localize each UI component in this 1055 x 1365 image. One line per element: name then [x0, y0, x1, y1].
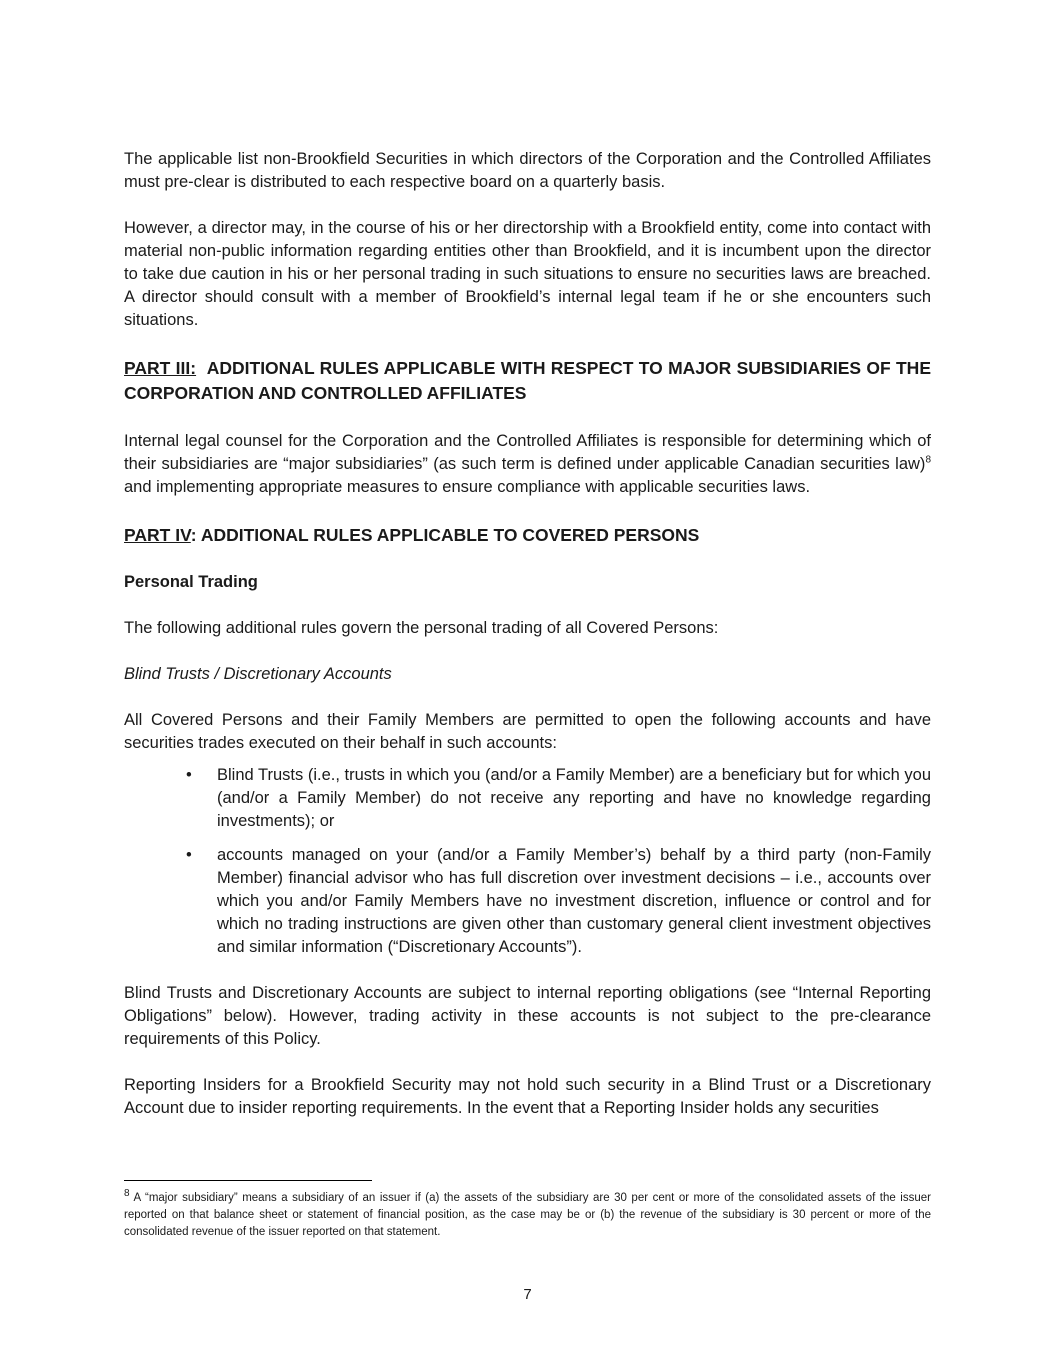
footnote-text: A “major subsidiary” means a subsidiary of an issuer if (a) the assets of the subsidiary are 30 per cent or more of the consolidated assets of the issuer reported on that balance sheet or statement of financial position, as the case may be or (b) the revenue of the subsidiary is 30 percent or more of the consolidated revenue of the issuer reported on that statement.	[124, 1192, 931, 1238]
paragraph-reporting-obligations: Blind Trusts and Discretionary Accounts are subject to internal reporting obligations (see “Internal Reporting Obligations” below). However, trading activity in these accounts is not subject to the pre-clearance requirements of this Policy.	[124, 984, 931, 1048]
paragraph-permitted-accounts: All Covered Persons and their Family Members are permitted to open the following accounts and have securities trades executed on their behalf in such accounts:	[124, 711, 931, 752]
footnote-separator	[124, 1180, 372, 1181]
page-body	[124, 148, 931, 1120]
bullet-icon: •	[186, 846, 192, 864]
list-item	[124, 844, 931, 959]
paragraph-major-subsidiaries	[124, 430, 931, 499]
paragraph-reporting-insiders: Reporting Insiders for a Brookfield Security may not hold such security in a Blind Trust or a Discretionary Account due to insider reporting requirements. In the event that a Reporting Insider holds any securities	[124, 1076, 931, 1117]
list-item-text: Blind Trusts (i.e., trusts in which you (and/or a Family Member) are a beneficiary but for which you (and/or a Family Member) do not receive any reporting and have no knowledge regarding investments); or	[217, 766, 931, 830]
part-iv-label: PART IV	[124, 525, 191, 545]
footnote-reference: 8	[925, 454, 931, 466]
bullet-icon: •	[186, 766, 192, 784]
part-iii-label: PART III:	[124, 358, 197, 378]
subheading-personal-trading: Personal Trading	[124, 573, 258, 591]
list-item	[124, 764, 931, 833]
footnote	[124, 1190, 931, 1241]
list-item-text: accounts managed on your (and/or a Family Member’s) behalf by a third party (non-Family Member) financial advisor who has full discretion over investment decisions – i.e., accounts over which you and/or Family Members have no investment discretion, influence or control and for which no trading instructions are given other than customary general client investment objectives and similar information (“Discretionary Accounts”).	[217, 846, 931, 956]
major-subsidiaries-text-end: and implementing appropriate measures to ensure compliance with applicable securities laws.	[124, 478, 811, 496]
part-iii-title: ADDITIONAL RULES APPLICABLE WITH RESPECT TO MAJOR SUBSIDIARIES OF THE CORPORATION AND CONTROLLED AFFILIATES	[124, 358, 931, 403]
subheading-blind-trusts: Blind Trusts / Discretionary Accounts	[124, 665, 392, 683]
major-subsidiaries-text-start: Internal legal counsel for the Corporation and the Controlled Affiliates is responsible for determining which of their subsidiaries are “major subsidiaries” (as such term is defined under applicable Canadian securities law)	[124, 432, 931, 473]
part-iv-heading	[124, 523, 931, 548]
paragraph-director-caution: However, a director may, in the course of his or her directorship with a Brookfield entity, come into contact with material non-public information regarding entities other than Brookfield, and it is incumbent upon the director to take due caution in his or her personal trading in such situations to ensure no securities laws are breached. A director should consult with a member of Brookfield’s internal legal team if he or she encounters such situations.	[124, 219, 931, 329]
part-iv-title: : ADDITIONAL RULES APPLICABLE TO COVERED PERSONS	[190, 525, 700, 545]
part-iii-heading	[124, 356, 931, 406]
footnote-number: 8	[124, 1188, 130, 1200]
permitted-accounts-list	[124, 764, 931, 959]
paragraph-additional-rules: The following additional rules govern the personal trading of all Covered Persons:	[124, 619, 719, 637]
paragraph-preclear-list: The applicable list non-Brookfield Securities in which directors of the Corporation and the Controlled Affiliates must pre-clear is distributed to each respective board on a quarterly basis.	[124, 150, 931, 191]
page-number: 7	[523, 1286, 532, 1303]
